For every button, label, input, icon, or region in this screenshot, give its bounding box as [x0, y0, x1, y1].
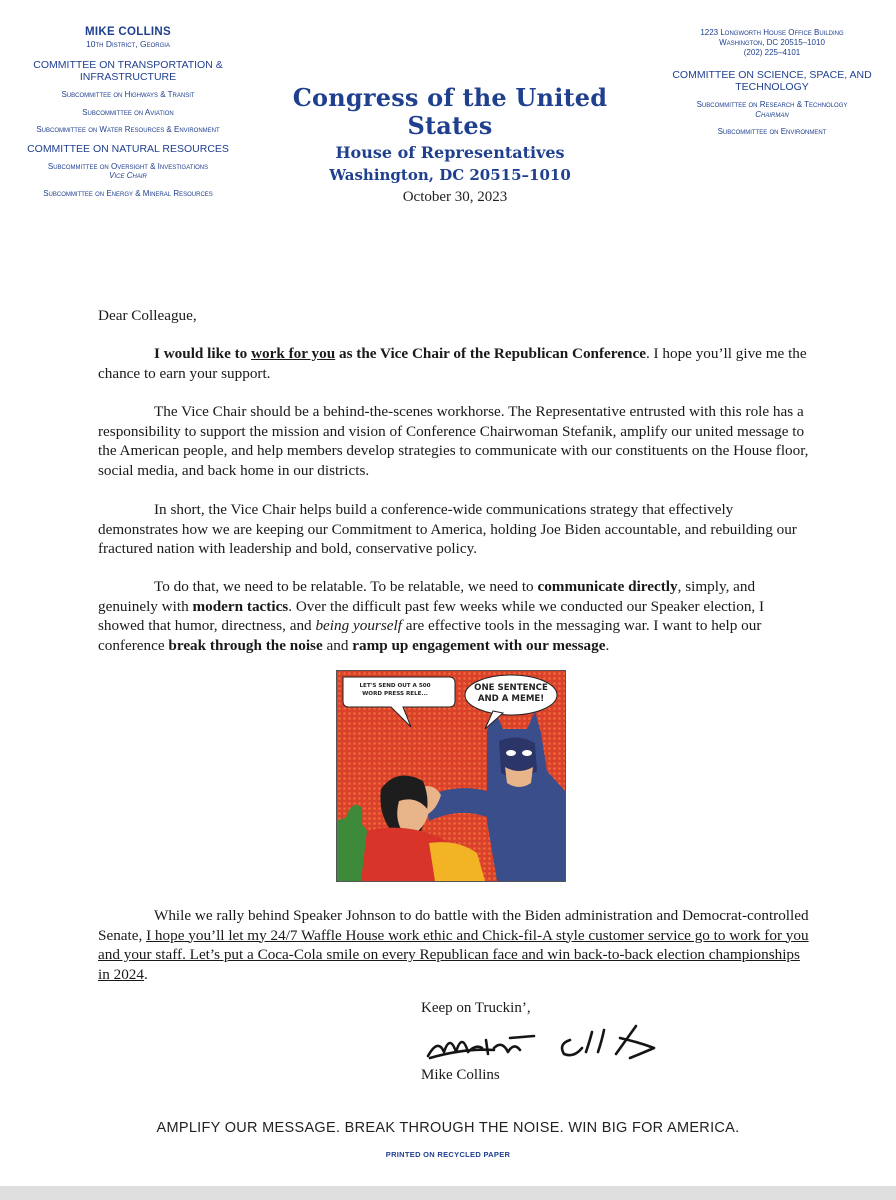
p4-being-yourself: being yourself — [315, 617, 402, 635]
office-address-line1: 1223 Longworth House Office Building — [700, 28, 844, 37]
p4-communicate-directly: communicate directly — [537, 578, 678, 595]
p4-ramp-up: ramp up engagement with our message — [352, 636, 606, 654]
paragraph-1 — [98, 344, 814, 383]
committee-science: COMMITTEE ON SCIENCE, SPACE, AND TECHNOLOGY — [672, 69, 872, 93]
handwritten-signature — [424, 1018, 664, 1066]
meme-comic-image — [336, 670, 566, 882]
p1-work-for-you: work for you — [251, 345, 336, 362]
member-name: MIKE COLLINS — [84, 26, 171, 38]
p5-part-a: While we rally behind Speaker Johnson to do battle with the Biden administration and Democrat-controlled Senate, — [98, 907, 809, 944]
subcommittee-aviation: Subcommittee on Aviation — [82, 107, 174, 117]
paragraph-4 — [98, 577, 814, 655]
paragraph-2: The Vice Chair should be a behind-the-scenes workhorse. The Representative entrusted with this role has a responsibility to support the mission and vision of Conference Chairwoman Stefanik, amplify our united message to the American people, and help members develop strategies to communicate with our constituents on the House floor, social media, and back home in our districts. — [98, 403, 809, 479]
committee-transportation: COMMITTEE ON TRANSPORTATION & INFRASTRUCTURE — [33, 59, 223, 83]
office-address — [672, 28, 872, 58]
closing-line: Keep on Truckin’, — [421, 1000, 531, 1016]
congress-title: Congress of the United States — [292, 83, 608, 140]
comic-left-bubble-text: LET'S SEND OUT A 500 WORD PRESS RELE... — [359, 683, 431, 697]
p4-modern-tactics: modern tactics — [192, 597, 289, 615]
recycled-paper-note: PRINTED ON RECYCLED PAPER — [385, 1150, 511, 1159]
p5-underlined-pledge: I hope you’ll let my 24/7 Waffle House work ethic and Chick-fil-A style customer service go to work for you and your staff. Let’s put a Coca-Cola smile on every Republican face and win back-to-back election championships in 2024 — [98, 926, 809, 983]
subcommittee-highways: Subcommittee on Highways & Transit — [61, 90, 195, 99]
paragraph-3: In short, the Vice Chair helps build a conference-wide communications strategy that effectively demonstrates how we are keeping our Commitment to America, holding Joe Biden accountable, and rebuilding our fractured nation with leadership and bold, conservative policy. — [98, 501, 797, 558]
subcommittee-oversight-label: Subcommittee on Oversight & Investigations — [47, 161, 209, 171]
p4-break-through: break through the noise — [168, 636, 323, 654]
office-address-line2: Washington, DC 20515–1010 — [719, 38, 825, 47]
p1-rest: . I hope you’ll give me the chance to earn your support. — [98, 345, 807, 382]
house-title: House of Representatives — [335, 143, 565, 162]
letterhead-center — [250, 84, 650, 186]
p4-part-e: . Over the difficult past few weeks while we conducted our Speaker election, I showed that humor, directness, and — [98, 597, 765, 635]
subcommittee-oversight — [22, 162, 234, 172]
subcommittee-water: Subcommittee on Water Resources & Environment — [36, 125, 220, 134]
p1-bold-lead: I would like to — [154, 345, 252, 362]
p4-part-k: . — [605, 636, 610, 654]
office-phone: (202) 225–4101 — [743, 48, 801, 57]
subcommittee-research-role: Chairman — [755, 109, 789, 119]
subcommittee-oversight-role: Vice Chair — [109, 171, 147, 180]
p1-bold-tail: as the Vice Chair of the Republican Conference — [335, 345, 646, 362]
letterhead-right-column — [672, 28, 872, 145]
letterhead-left-column — [22, 26, 234, 206]
salutation: Dear Colleague, — [98, 307, 197, 324]
signer-name: Mike Collins — [421, 1067, 500, 1083]
p4-part-c: , simply, and genuinely with — [98, 578, 756, 615]
subcommittee-environment: Subcommittee on Environment — [717, 127, 827, 136]
paragraph-5 — [98, 906, 814, 984]
page-bottom-edge — [0, 1186, 896, 1200]
p4-part-a: To do that, we need to be relatable. To be relatable, we need to — [154, 578, 538, 595]
city-line: Washington, DC 20515–1010 — [329, 166, 571, 184]
member-district: 10th District, Georgia — [86, 39, 170, 49]
committee-natural-resources: COMMITTEE ON NATURAL RESOURCES — [27, 142, 229, 155]
p5-part-c: . — [144, 965, 148, 983]
subcommittee-energy: Subcommittee on Energy & Mineral Resources — [43, 188, 213, 198]
footer-slogan: AMPLIFY OUR MESSAGE. BREAK THROUGH THE NOISE. WIN BIG FOR AMERICA. — [156, 1120, 740, 1136]
p4-part-i: and — [322, 636, 353, 654]
comic-right-bubble-text: ONE SENTENCE AND A MEME! — [474, 683, 548, 704]
subcommittee-research: Subcommittee on Research & Technology — [696, 100, 848, 109]
letter-date: October 30, 2023 — [402, 189, 508, 205]
p4-part-g: are effective tools in the messaging war. I want to help our conference — [98, 617, 762, 654]
